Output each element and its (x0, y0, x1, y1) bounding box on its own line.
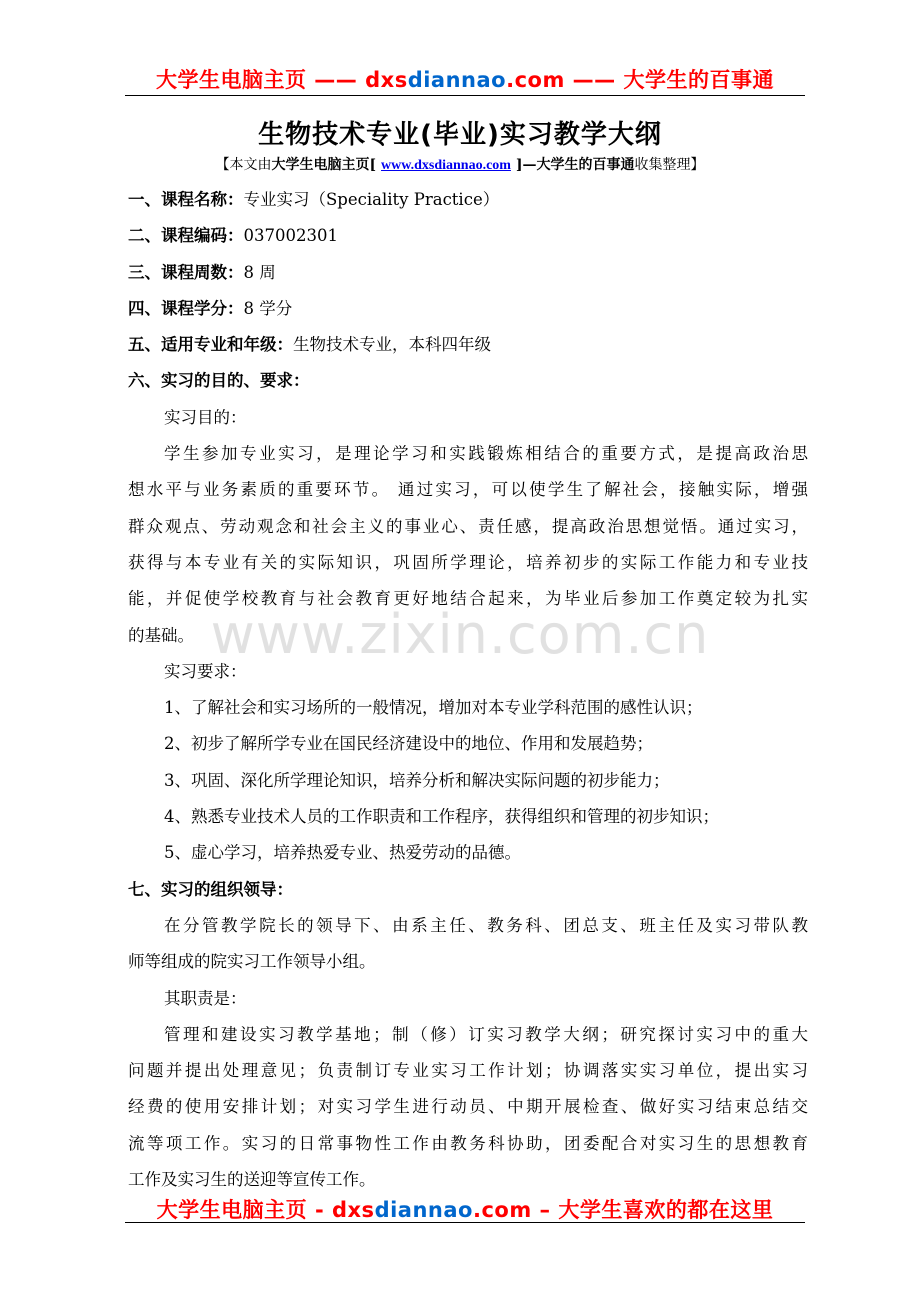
footer-domain-c: .com (472, 1198, 532, 1222)
item-value: 专业实习（Speciality Practice） (243, 190, 500, 209)
footer-domain-a: dxs (331, 1198, 375, 1222)
item-label: 一、课程名称： (128, 190, 244, 209)
header-separator: —— (306, 68, 366, 92)
source-bracket-close: ] (510, 157, 523, 173)
requirements-label: 实习要求： (164, 661, 247, 681)
purpose-line: 群众观点、劳动观念和社会主义的事业心、责任感，提高政治思想觉悟。通过实习， (128, 516, 808, 536)
item-label: 三、课程周数： (128, 262, 244, 282)
course-credits-row (128, 291, 808, 327)
source-slogan: 大学生的百事通 (536, 157, 635, 173)
duty-line: 问题并提出处理意见；负责制订专业实习工作计划；协调落实实习单位，提出实习 (128, 1061, 808, 1081)
header-site-name: 大学生电脑主页 (156, 68, 307, 92)
header-separator-2: —— (564, 68, 624, 92)
footer-separator: - (307, 1198, 332, 1222)
requirement-item: 2、初步了解所学专业在国民经济建设中的地位、作用和发展趋势； (164, 734, 653, 754)
purpose-line: 能，并促使学校教育与社会教育更好地结合起来，为毕业后参加工作奠定较为扎实 (128, 589, 808, 609)
header-domain-a: dxs (365, 68, 408, 92)
course-name-row (128, 182, 808, 218)
source-bracket-open: [ (369, 157, 382, 173)
footer-rule (125, 1222, 805, 1223)
duty-line: 工作及实习生的送迎等宣传工作。 (128, 1170, 376, 1190)
source-site: 大学生电脑主页 (271, 157, 370, 173)
header-domain-b: diannao (407, 68, 507, 92)
purpose-line: 获得与本专业有关的实际知识，巩固所学理论，培养初步的实际工作能力和专业技 (128, 552, 808, 572)
source-suffix: 收集整理】 (634, 157, 705, 173)
footer-banner (125, 1194, 805, 1224)
header-banner (125, 64, 805, 94)
requirement-item: 3、巩固、深化所学理论知识，培养分析和解决实际问题的初步能力； (164, 770, 670, 790)
purpose-line: 想水平与业务素质的重要环节。 通过实习，可以使学生了解社会，接触实际，增强 (128, 480, 808, 500)
requirement-item: 4、熟悉专业技术人员的工作职责和工作程序，获得组织和管理的初步知识； (164, 807, 719, 827)
item-label: 二、课程编码： (128, 226, 244, 246)
footer-slogan: 大学生喜欢的都在这里 (558, 1198, 774, 1222)
organization-line: 在分管教学院长的领导下、由系主任、教务科、团总支、班主任及实习带队教 (164, 915, 808, 935)
course-weeks-row (128, 255, 808, 291)
source-dash: — (522, 157, 537, 173)
section-7-heading: 七、实习的组织领导： (128, 879, 293, 899)
duty-label: 其职责是： (164, 988, 247, 1008)
source-prefix: 【本文由 (215, 157, 272, 173)
duty-line: 流等项工作。实习的日常事物性工作由教务科协助，团委配合对实习生的思想教育 (128, 1133, 808, 1153)
item-label: 四、课程学分： (128, 298, 244, 318)
requirement-item: 1、了解社会和实习场所的一般情况，增加对本专业学科范围的感性认识； (164, 698, 703, 718)
footer-separator-2: – (531, 1198, 559, 1222)
organization-line: 师等组成的院实习工作领导小组。 (128, 952, 376, 972)
header-domain-c: .com (506, 68, 565, 92)
header-slogan: 大学生的百事通 (623, 68, 774, 92)
requirement-item: 5、虚心学习，培养热爱专业、热爱劳动的品德。 (164, 843, 521, 863)
purpose-line: 的基础。 (128, 625, 194, 645)
item-value: 8 周 (243, 262, 276, 282)
watermark: www.zixin.com.cn (210, 603, 710, 666)
duty-line: 管理和建设实习教学基地；制（修）订实习教学大纲；研究探讨实习中的重大 (164, 1024, 808, 1044)
duty-line: 经费的使用安排计划；对实习学生进行动员、中期开展检查、做好实习结束总结交 (128, 1097, 808, 1117)
document-title: 生物技术专业(毕业)实习教学大纲 (258, 120, 662, 150)
item-value: 8 学分 (243, 298, 293, 318)
source-note (0, 154, 920, 174)
applicable-major-row (128, 327, 808, 363)
purpose-label: 实习目的： (164, 407, 247, 427)
item-value: 037002301 (243, 226, 338, 246)
footer-site-name: 大学生电脑主页 (156, 1198, 308, 1222)
purpose-line: 学生参加专业实习，是理论学习和实践锻炼相结合的重要方式，是提高政治思 (164, 444, 808, 464)
section-6-heading: 六、实习的目的、要求： (128, 371, 310, 391)
source-url-link[interactable]: www.dxsdiannao.com (381, 158, 511, 173)
course-code-row (128, 218, 808, 254)
header-rule (125, 95, 805, 96)
item-label: 五、适用专业和年级： (128, 335, 293, 355)
document-body (128, 182, 808, 1198)
footer-domain-b: diannao (374, 1198, 473, 1222)
item-value: 生物技术专业，本科四年级 (293, 335, 491, 355)
